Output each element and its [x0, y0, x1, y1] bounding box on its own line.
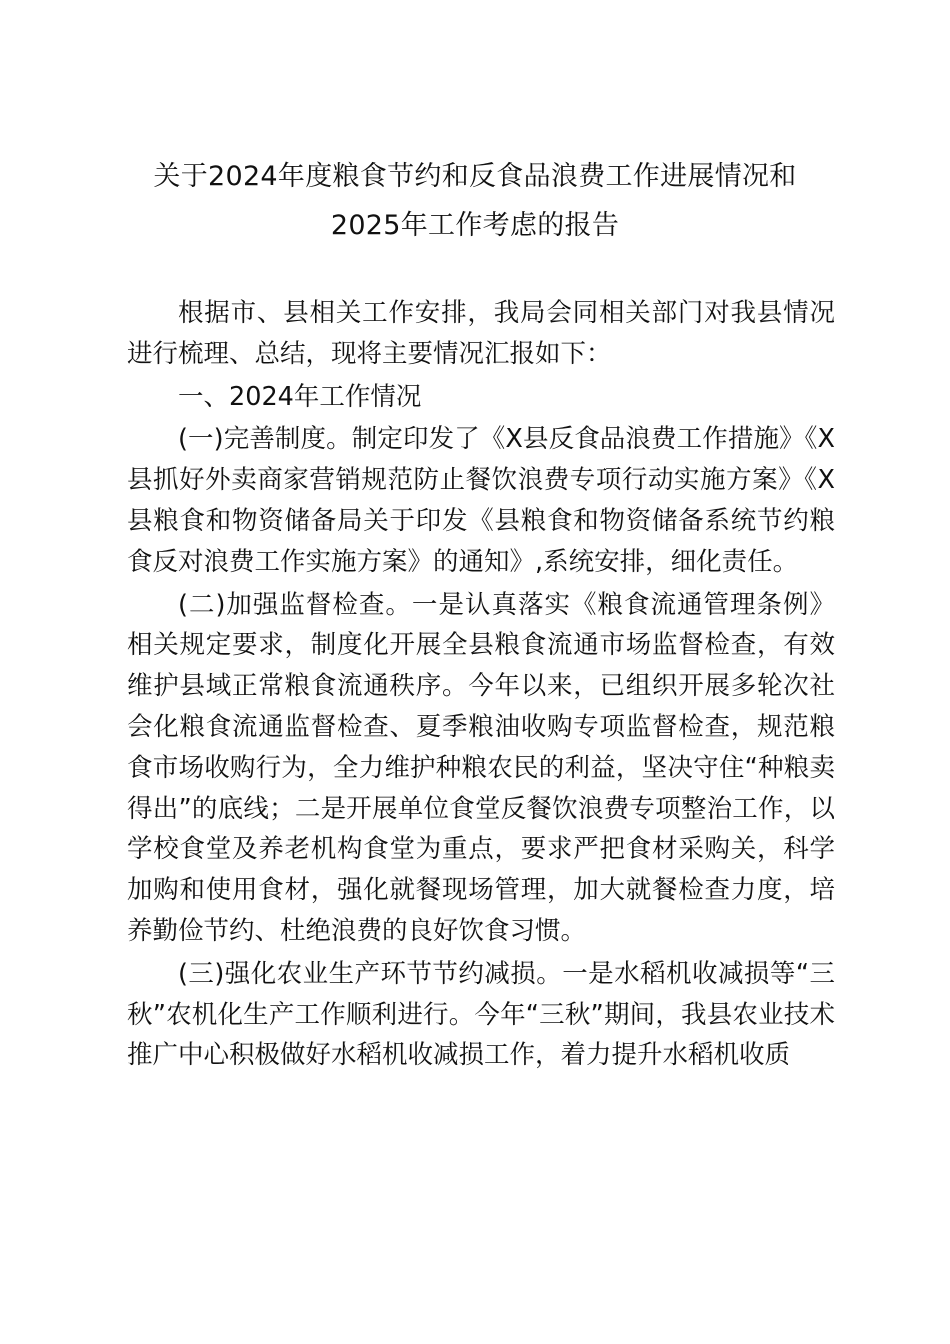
paragraph-system: (一)完善制度。制定印发了《X县反食品浪费工作措施》《X县抓好外卖商家营销规范防止餐饮浪费专项行动实施方案》《X县粮食和物资储备局关于印发《县粮食和物资储备系统节约粮食反对浪费工作实施方案》的通知》,系统安排，细化责任。: [127, 424, 835, 577]
title-line-1: 关于2024年度粮食节约和反食品浪费工作进展情况和: [153, 161, 797, 192]
paragraph-supervision: (二)加强监督检查。一是认真落实《粮食流通管理条例》相关规定要求，制度化开展全县粮食流通市场监督检查，有效维护县域正常粮食流通秩序。今年以来，已组织开展多轮次社会化粮食流通监督检查、夏季粮油收购专项监督检查，规范粮食市场收购行为，全力维护种粮农民的利益，坚决守住“种粮卖得出”的底线；二是开展单位食堂反餐饮浪费专项整治工作，以学校食堂及养老机构食堂为重点，要求严把食材采购关，科学加购和使用食材，强化就餐现场管理，加大就餐检查力度，培养勤俭节约、杜绝浪费的良好饮食习惯。: [127, 589, 835, 946]
section-heading: 一、2024年工作情况: [178, 381, 422, 412]
document-title: [120, 152, 830, 250]
document-body: [127, 293, 835, 1076]
paragraph-agriculture: (三)强化农业生产环节节约减损。一是水稻机收减损等“三秋”农机化生产工作顺利进行。今年“三秋”期间，我县农业技术推广中心积极做好水稻机收减损工作，着力提升水稻机收质: [127, 958, 835, 1071]
intro-paragraph: 根据市、县相关工作安排，我局会同相关部门对我县情况进行梳理、总结，现将主要情况汇报如下：: [127, 298, 835, 369]
title-line-2: 2025年工作考虑的报告: [330, 210, 620, 241]
